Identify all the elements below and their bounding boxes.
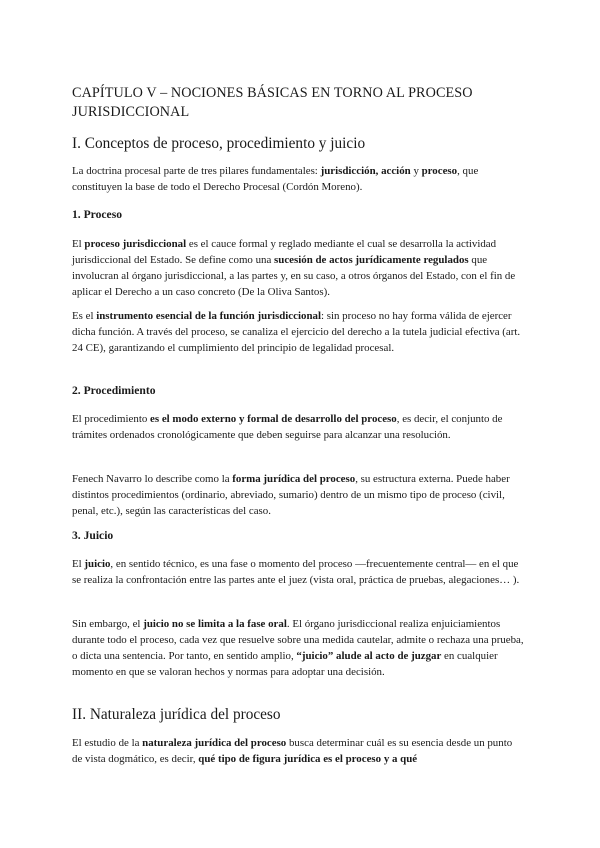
text-run: es el cauce formal y reglado mediante el cual se desarrolla la actividad jurisdiccional del Estado. Se define como una [72,238,497,267]
proceso-paragraph-2 [72,308,524,356]
text-run: busca determinar cuál es su esencia desde un punto de vista dogmático, es decir, [72,737,513,766]
juicio-paragraph-1 [72,556,524,588]
bold-run: qué tipo de figura jurídica es el proceso y a qué [198,753,418,766]
bold-run: juicio [84,558,111,570]
bold-run: es el modo externo y formal de desarrollo del proceso [150,413,397,425]
text-run: que involucran al órgano jurisdiccional, a las partes y, en su caso, a otros órganos del Estado, con el fin de aplicar el Derecho a un caso concreto (De la Oliva Santos). [72,254,516,299]
text-run: , es decir, el conjunto de trámites ordenados cronológicamente que deben seguirse para alcanzar una resolución. [72,413,503,442]
section-heading-naturaleza: II. Naturaleza jurídica del proceso [72,706,281,723]
text-run: Sin embargo, el [72,618,144,630]
subheading-procedimiento: 2. Procedimiento [72,384,156,397]
text-run: La doctrina procesal parte de tres pilares fundamentales: [72,165,321,177]
naturaleza-paragraph-1 [72,735,524,767]
text-run: : sin proceso no hay forma válida de ejercer dicha función. A través del proceso, se canaliza el ejercicio del derecho a la tutela judicial efectiva (art. 24 CE), garantizando el cumplimiento del principio de legalidad procesal. [72,310,521,355]
text-run: , que constituyen la base de todo el Derecho Procesal (Cordón Moreno). [72,165,479,194]
text-run: El estudio de la [72,737,143,749]
chapter-title: CAPÍTULO V – NOCIONES BÁSICAS EN TORNO AL PROCESO JURISDICCIONAL [72,85,473,120]
bold-run: proceso [421,165,458,177]
bold-run: “juicio” alude al acto de juzgar [296,650,442,663]
text-run: Es el [72,310,97,322]
procedimiento-paragraph-1 [72,411,524,443]
intro-paragraph [72,163,524,195]
text-run: Fenech Navarro lo describe como la [72,473,233,485]
text-run: El procedimiento [72,413,151,425]
bold-run: proceso jurisdiccional [84,238,187,250]
proceso-paragraph-1 [72,236,524,300]
section-heading-conceptos: I. Conceptos de proceso, procedimiento y juicio [72,135,366,152]
procedimiento-paragraph-2 [72,471,524,519]
text-run: . El órgano jurisdiccional realiza enjuiciamientos durante todo el proceso, cada vez que resuelve sobre una medida cautelar, admite o rechaza una prueba, o dicta una sentencia. Por tanto, en sentido amplio, [72,618,524,663]
bold-run: forma jurídica del proceso [232,473,356,485]
text-run: El [72,558,85,570]
bold-run: juicio no se limita a la fase oral [143,618,287,630]
bold-run: sucesión de actos jurídicamente regulados [274,254,469,267]
bold-run: instrumento esencial de la función jurisdiccional [96,310,321,322]
text-run: El [72,238,85,250]
text-run: en cualquier momento en que se valoran hechos y normas para adoptar una decisión. [72,650,498,679]
subheading-juicio: 3. Juicio [72,529,114,542]
text-run: , su estructura externa. Puede haber distintos procedimientos (ordinario, abreviado, sumario) dentro de un mismo tipo de proceso (civil, penal, etc.), según las características del caso. [72,473,510,518]
bold-run: jurisdicción, acción [320,165,411,177]
text-run: , en sentido técnico, es una fase o momento del proceso —frecuentemente central— en el que se realiza la confrontación entre las partes ante el juez (vista oral, práctica de pruebas, alegaciones… ). [72,558,520,587]
bold-run: naturaleza jurídica del proceso [142,737,287,749]
subheading-proceso: 1. Proceso [72,208,123,221]
text-run: y [410,165,422,177]
juicio-paragraph-2 [72,616,524,680]
